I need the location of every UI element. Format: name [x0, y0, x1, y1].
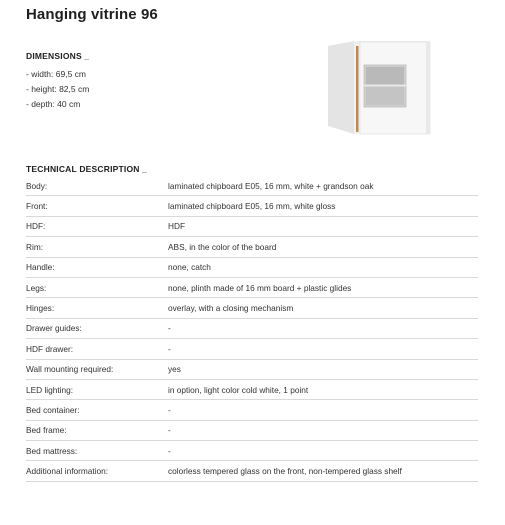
row-label: Bed mattress: [26, 445, 78, 456]
table-row [26, 360, 478, 380]
row-value: - [168, 343, 171, 354]
page-title: Hanging vitrine 96 [26, 6, 158, 23]
table-row [26, 196, 478, 216]
row-value: HDF [168, 221, 186, 232]
table-row [26, 441, 478, 461]
row-label: HDF: [26, 221, 46, 232]
row-value: none, plinth made of 16 mm board + plastic glides [168, 282, 352, 293]
table-row [26, 237, 478, 257]
table-row [26, 298, 478, 318]
product-image [318, 38, 436, 136]
table-row [26, 339, 478, 359]
row-label: Front: [26, 201, 48, 212]
table-row [26, 380, 478, 400]
row-value: - [168, 445, 171, 456]
technical-table [26, 176, 478, 482]
row-value: - [168, 323, 171, 334]
technical-heading: TECHNICAL DESCRIPTION _ [26, 164, 148, 174]
dimension-depth: - depth: 40 cm [26, 99, 81, 109]
row-label: Additional information: [26, 466, 109, 477]
row-label: Rim: [26, 241, 44, 252]
table-row [26, 400, 478, 420]
row-label: LED lighting: [26, 384, 74, 395]
row-value: ABS, in the color of the board [168, 241, 277, 252]
table-row [26, 278, 478, 298]
row-value: - [168, 425, 171, 436]
row-label: Hinges: [26, 303, 55, 314]
dimensions-list [26, 67, 89, 112]
table-row [26, 461, 478, 481]
row-value: colorless tempered glass on the front, non-tempered glass shelf [168, 466, 402, 477]
row-value: none, catch [168, 262, 211, 273]
row-label: HDF drawer: [26, 343, 74, 354]
table-row [26, 421, 478, 441]
row-label: Bed frame: [26, 425, 67, 436]
row-value: in option, light color cold white, 1 point [168, 384, 309, 395]
row-value: laminated chipboard E05, 16 mm, white + grandson oak [168, 180, 374, 191]
row-label: Legs: [26, 282, 47, 293]
dimension-width: - width: 69,5 cm [26, 69, 86, 79]
row-value: - [168, 404, 171, 415]
row-value: yes [168, 364, 181, 375]
dimensions-heading: DIMENSIONS _ [26, 51, 90, 61]
row-label: Body: [26, 180, 48, 191]
row-label: Wall mounting required: [26, 364, 114, 375]
dimension-height: - height: 82,5 cm [26, 84, 90, 94]
table-row [26, 258, 478, 278]
row-label: Bed container: [26, 404, 80, 415]
row-label: Handle: [26, 262, 55, 273]
row-label: Drawer guides: [26, 323, 82, 334]
table-row [26, 319, 478, 339]
table-row [26, 176, 478, 196]
row-value: laminated chipboard E05, 16 mm, white gloss [168, 201, 336, 212]
row-value: overlay, with a closing mechanism [168, 303, 294, 314]
table-row [26, 217, 478, 237]
